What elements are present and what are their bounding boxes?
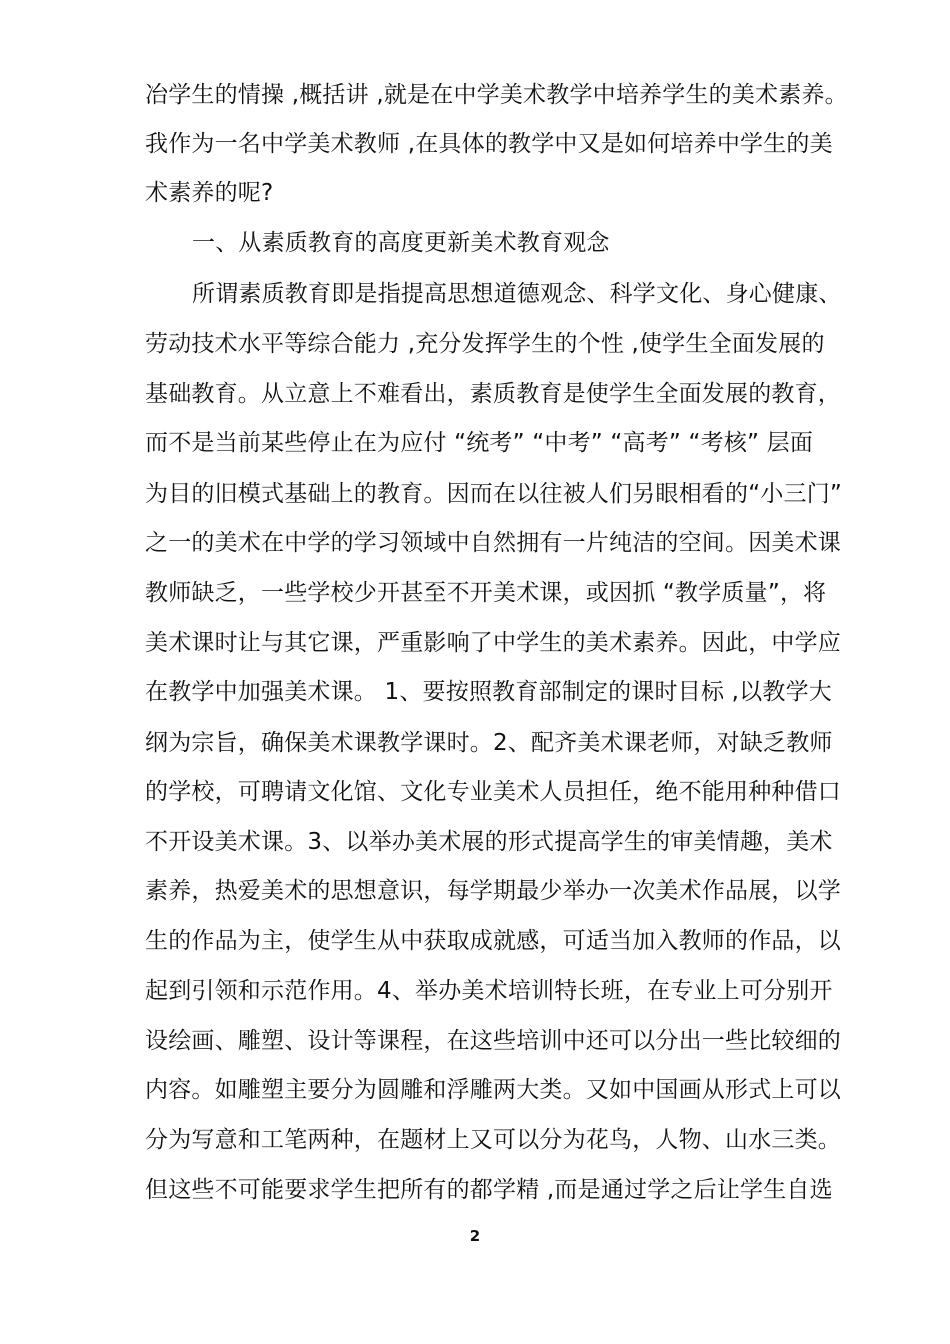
text-line: 所谓素质教育即是指提高思想道德观念、科学文化、身心健康、: [192, 281, 842, 307]
text-line: 设绘画、雕塑、设计等课程，在这些培训中还可以分出一些比较细的: [145, 1028, 841, 1054]
text-line: 为目的旧模式基础上的教育。因而在以往被人们另眼相看的“小三门”: [145, 481, 843, 507]
text-line: 在教学中加强美术课。 1、要按照教育部制定的课时目标 ,以教学大: [145, 679, 832, 705]
text-line: 基础教育。从立意上不难看出，素质教育是使学生全面发展的教育，: [145, 381, 841, 407]
text-line: 之一的美术在中学的学习领域中自然拥有一片纯洁的空间。因美术课: [145, 530, 841, 556]
text-line: 起到引领和示范作用。4、举办美术培训特长班，在专业上可分别开: [145, 978, 833, 1004]
section-heading: 一、从素质教育的高度更新美术教育观念: [192, 230, 610, 256]
text-line: 术素养的呢?: [145, 180, 274, 206]
text-line: 内容。如雕塑主要分为圆雕和浮雕两大类。又如中国画从形式上可以: [145, 1077, 841, 1103]
text-line: 教师缺乏，一些学校少开甚至不开美术课，或因抓 “教学质量”，将: [145, 580, 827, 606]
text-line: 分为写意和工笔两种，在题材上又可以分为花鸟，人物、山水三类。: [145, 1127, 841, 1153]
text-line: 劳动技术水平等综合能力 ,充分发挥学生的个性 ,使学生全面发展的: [145, 331, 825, 357]
text-line: 素养，热爱美术的思想意识，每学期最少举办一次美术作品展，以学: [145, 878, 841, 904]
page-number: 2: [469, 1227, 481, 1245]
text-line: 我作为一名中学美术教师 ,在具体的教学中又是如何培养中学生的美: [145, 131, 833, 157]
text-line: 美术课时让与其它课，严重影响了中学生的美术素养。因此，中学应: [145, 630, 841, 656]
text-line: 但这些不可能要求学生把所有的都学精 ,而是通过学之后让学生自选: [145, 1177, 833, 1203]
text-line: 不开设美术课。3、以举办美术展的形式提高学生的审美情趣，美术: [145, 829, 833, 855]
text-line: 的学校，可聘请文化馆、文化专业美术人员担任，绝不能用种种借口: [145, 779, 841, 805]
text-line: 纲为宗旨，确保美术课教学课时。2、配齐美术课老师，对缺乏教师: [145, 730, 833, 756]
text-line: 而不是当前某些停止在为应付 “统考” “中考” “高考” “考核” 层面: [145, 430, 814, 456]
text-line: 生的作品为主，使学生从中获取成就感，可适当加入教师的作品，以: [145, 928, 841, 954]
text-line: 冶学生的情操 ,概括讲 ,就是在中学美术教学中培养学生的美术素养。: [145, 82, 848, 108]
